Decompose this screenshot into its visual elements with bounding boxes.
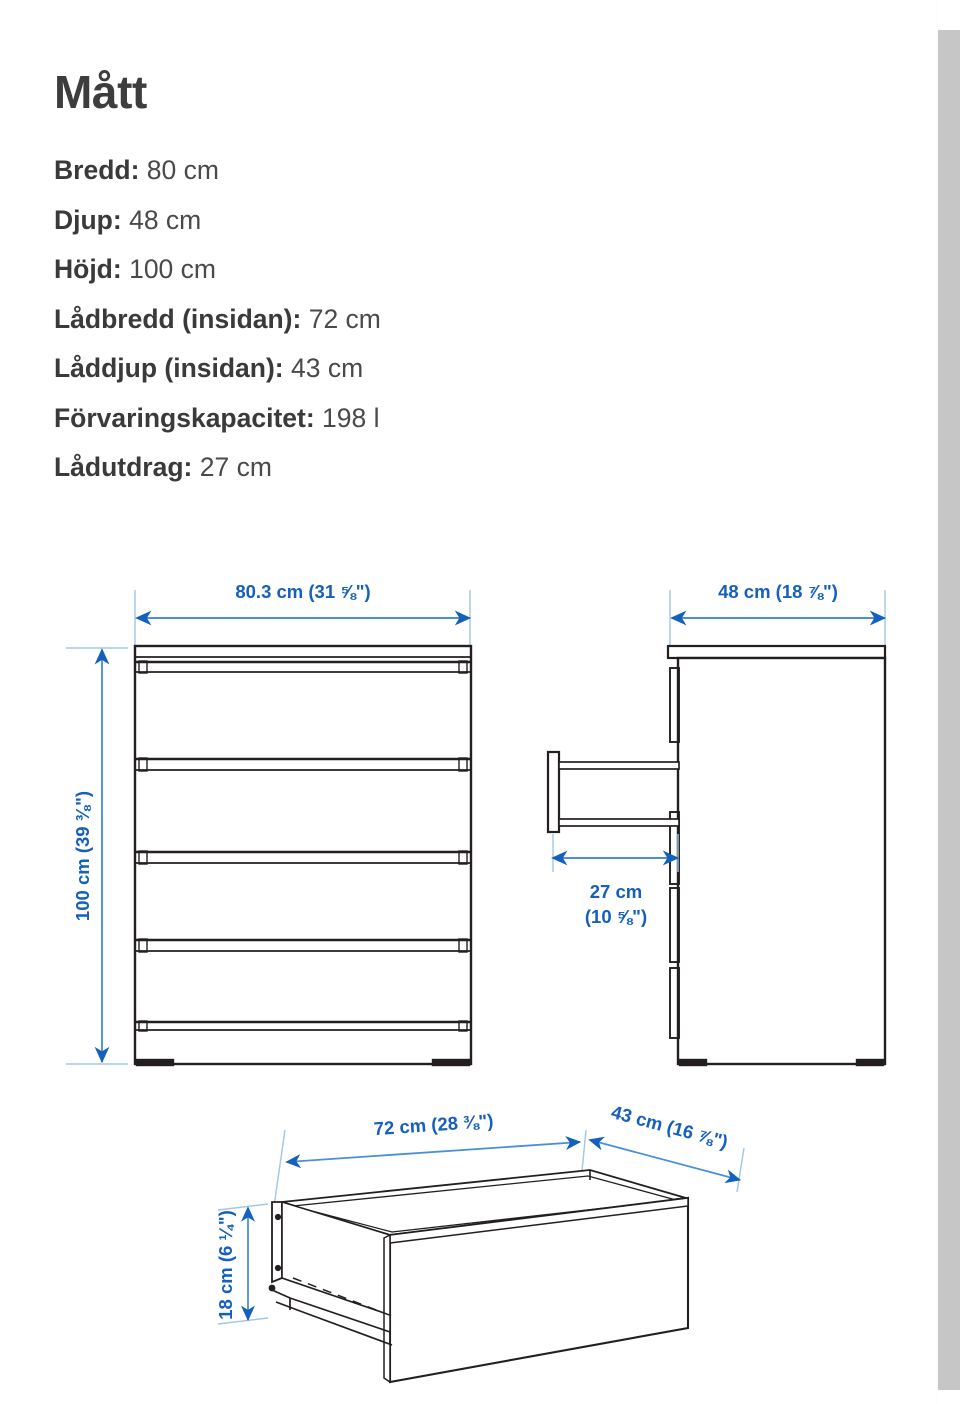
- dim-label-width: 80.3 cm (31 ⅝"): [235, 581, 371, 602]
- spec-label-bredd: Bredd:: [54, 155, 140, 185]
- technical-drawing: [0, 520, 936, 1400]
- drawer-detail-group: [218, 1130, 744, 1382]
- spec-label-djup: Djup:: [54, 204, 122, 235]
- spec-row-laddjup: [54, 344, 894, 394]
- spec-value-laddjup: 43 cm: [291, 353, 364, 383]
- spec-value-djup: 48 cm: [129, 204, 202, 235]
- spec-value-bredd: 80 cm: [146, 155, 219, 185]
- drawer-width-dim-line: [287, 1142, 580, 1162]
- dim-label-pullout-line2: (10 ⅝"): [584, 906, 648, 927]
- spec-row-hojd: [54, 245, 894, 295]
- spec-row-forvaringskapacitet: [54, 394, 894, 444]
- spec-row-djup: [54, 196, 894, 246]
- dim-label-drawer-height: 18 cm (6 ¼"): [215, 1210, 236, 1320]
- scrollbar-thumb[interactable]: [938, 30, 960, 1390]
- spec-value-ladbredd: 72 cm: [308, 303, 381, 334]
- dim-label-height: 100 cm (39 ⅜"): [72, 790, 93, 922]
- spec-value-forvaringskapacitet: 198 l: [322, 402, 380, 433]
- scrollbar-track[interactable]: [938, 0, 960, 1404]
- front-view-group: [66, 590, 471, 1065]
- dim-label-drawer-depth: 43 cm (16 ⅞"): [609, 1101, 731, 1153]
- specification-list: [54, 146, 894, 493]
- dim-label-pullout-line1: 27 cm: [589, 881, 643, 902]
- spec-label-forvaringskapacitet: Förvaringskapacitet:: [54, 402, 315, 433]
- side-extended-drawer: [548, 752, 679, 832]
- spec-value-hojd: 100 cm: [129, 254, 216, 284]
- spec-row-ladutdrag: [54, 443, 894, 493]
- spec-row-bredd: [54, 146, 894, 196]
- spec-label-hojd: Höjd:: [54, 254, 122, 284]
- spec-label-laddjup: Låddjup (insidan):: [54, 353, 284, 383]
- spec-label-ladbredd: Lådbredd (insidan):: [54, 303, 302, 334]
- spec-label-ladutdrag: Lådutdrag:: [54, 452, 193, 482]
- page-title: Mått: [54, 65, 147, 118]
- side-view-group: [548, 590, 885, 1065]
- spec-value-ladutdrag: 27 cm: [199, 452, 272, 482]
- spec-row-ladbredd: [54, 295, 894, 345]
- dim-label-depth: 48 cm (18 ⅞"): [718, 581, 838, 602]
- dim-label-drawer-width: 72 cm (28 ⅜"): [373, 1109, 495, 1140]
